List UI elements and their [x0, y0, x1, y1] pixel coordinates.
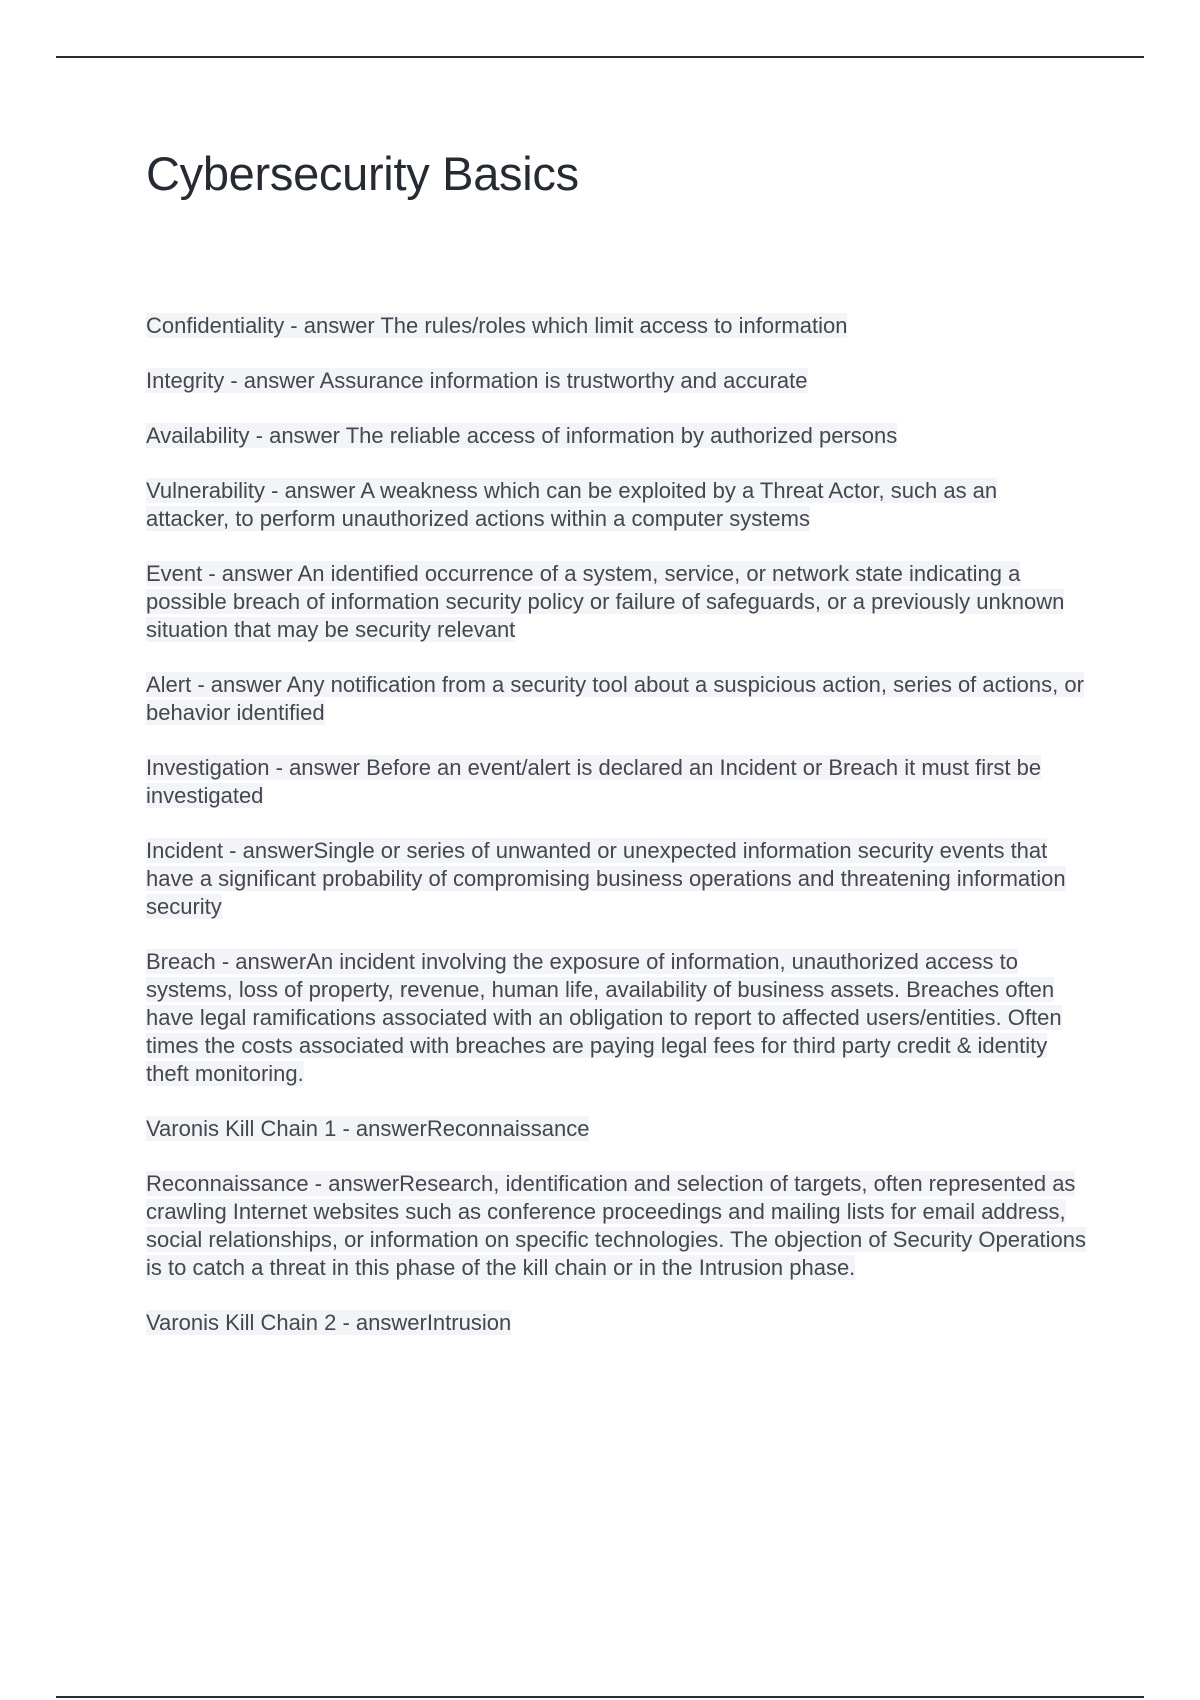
- bottom-divider: [56, 1696, 1144, 1698]
- flashcard-text: Integrity - answer Assurance information is trustworthy and accurate: [146, 368, 808, 393]
- flashcard-item: [146, 560, 1086, 644]
- flashcard-text: Breach - answerAn incident involving the exposure of information, unauthorized access to systems, loss of property, revenue, human life, availability of business assets. Breaches often have legal ramifications associated with an obligation to report to affected users/entities. Often times the costs associated with breaches are paying legal fees for third party credit & identity theft monitoring.: [146, 949, 1062, 1086]
- flashcard-text: Varonis Kill Chain 1 - answerReconnaissance: [146, 1116, 590, 1141]
- flashcard-item: [146, 754, 1086, 810]
- flashcard-text: Event - answer An identified occurrence of a system, service, or network state indicating a possible breach of information security policy or failure of safeguards, or a previously unknown situation that may be security relevant: [146, 561, 1065, 642]
- flashcard-item: [146, 671, 1086, 727]
- flashcard-text: Confidentiality - answer The rules/roles which limit access to information: [146, 313, 848, 338]
- document-title: Cybersecurity Basics: [146, 147, 579, 200]
- flashcard-item: [146, 422, 1086, 450]
- flashcard-text: Investigation - answer Before an event/alert is declared an Incident or Breach it must first be investigated: [146, 755, 1042, 808]
- flashcard-text: Reconnaissance - answerResearch, identification and selection of targets, often represented as crawling Internet websites such as conference proceedings and mailing lists for email address, social relationships, or information on specific technologies. The objection of Security Operations is to catch a threat in this phase of the kill chain or in the Intrusion phase.: [146, 1171, 1086, 1280]
- flashcard-item: [146, 312, 1086, 340]
- top-divider: [56, 56, 1144, 58]
- flashcard-text: Incident - answerSingle or series of unwanted or unexpected information security events that have a significant probability of compromising business operations and threatening information security: [146, 838, 1066, 919]
- flashcard-text: Alert - answer Any notification from a security tool about a suspicious action, series of actions, or behavior identified: [146, 672, 1084, 725]
- flashcard-text: Availability - answer The reliable access of information by authorized persons: [146, 423, 898, 448]
- flashcard-item: [146, 1170, 1086, 1282]
- flashcard-text: Vulnerability - answer A weakness which can be exploited by a Threat Actor, such as an attacker, to perform unauthorized actions within a computer systems: [146, 478, 998, 531]
- flashcard-item: [146, 477, 1086, 533]
- flashcard-item: [146, 367, 1086, 395]
- flashcard-item: [146, 1115, 1086, 1143]
- flashcard-text: Varonis Kill Chain 2 - answerIntrusion: [146, 1310, 512, 1335]
- flashcard-item: [146, 1309, 1086, 1337]
- flashcard-item: [146, 837, 1086, 921]
- flashcard-list: [146, 312, 1086, 1364]
- flashcard-item: [146, 948, 1086, 1088]
